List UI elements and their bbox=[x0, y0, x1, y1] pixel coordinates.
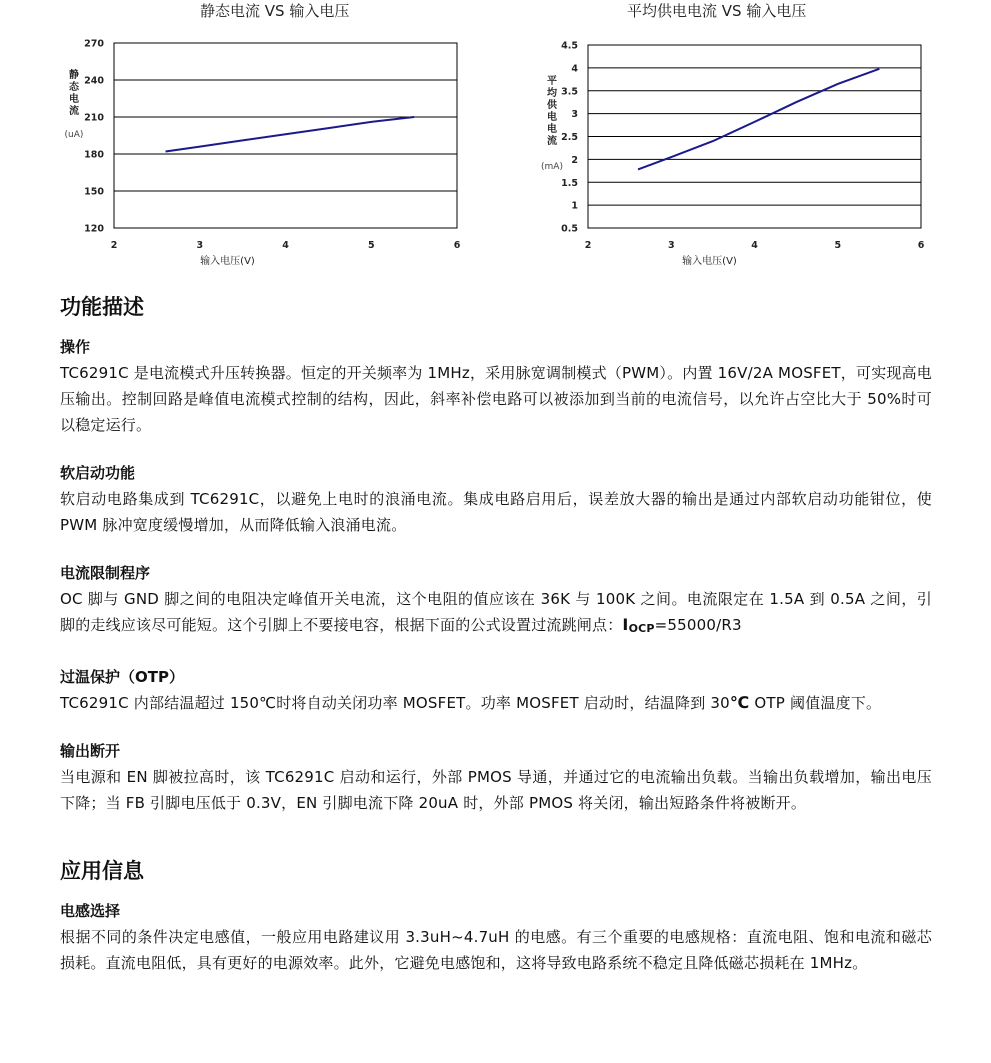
x-axis-label: 输入电压(V) bbox=[682, 256, 737, 267]
chart-svg bbox=[500, 0, 991, 280]
chart-title: 静态电流 VS 输入电压 bbox=[200, 2, 350, 20]
formula-rest: =55000/R3 bbox=[654, 616, 742, 634]
paragraph-text: OC 脚与 GND 脚之间的电阻决定峰值开关电流，这个电阻的值应该在 36K 与 100K 之间。电流限定在 1.5A 到 0.5A 之间，引脚的走线应该尽可能短。这个引脚上不要接电容，根据下面的公式设置过流跳闸点： bbox=[60, 590, 932, 634]
y-axis-label-char: 电 bbox=[547, 112, 557, 123]
y-axis-label-char: 流 bbox=[547, 136, 557, 147]
subsection-title: 软启动功能 bbox=[60, 464, 136, 482]
y-tick-label: 180 bbox=[84, 149, 104, 161]
y-tick-label: 1.5 bbox=[561, 177, 578, 189]
section-title-application: 应用信息 bbox=[60, 859, 144, 883]
subsection-title: 过温保护（OTP） bbox=[60, 668, 184, 686]
x-tick-label: 5 bbox=[367, 240, 375, 251]
x-tick-label: 6 bbox=[453, 240, 461, 251]
x-tick-label: 6 bbox=[917, 240, 925, 251]
chart-svg bbox=[0, 0, 500, 280]
document-body bbox=[60, 292, 932, 1000]
y-axis-label-char: 均 bbox=[547, 88, 557, 99]
section-output-disconnect bbox=[60, 740, 932, 816]
y-tick-label: 2 bbox=[571, 154, 578, 166]
plot-frame bbox=[114, 43, 457, 228]
paragraph-text: OTP 阈值温度下。 bbox=[749, 694, 882, 712]
x-tick-label: 2 bbox=[110, 240, 118, 251]
subsection-title: 操作 bbox=[60, 338, 91, 356]
y-axis-unit: (mA) bbox=[541, 162, 563, 172]
y-tick-label: 120 bbox=[84, 223, 104, 235]
subsection-title: 电感选择 bbox=[60, 902, 121, 920]
y-axis-label-char: 电 bbox=[547, 124, 557, 135]
y-tick-label: 210 bbox=[84, 112, 104, 124]
series-line bbox=[166, 117, 415, 152]
y-axis-label-char: 静 bbox=[69, 70, 79, 81]
paragraph: 根据不同的条件决定电感值，一般应用电路建议用 3.3uH~4.7uH 的电感。有三个重要的电感规格：直流电阻、饱和电流和磁芯损耗。直流电阻低，具有更好的电源效率。此外，它避免电感饱和，这将导致电路系统不稳定且降低磁芯损耗在 1MHz。 bbox=[60, 928, 932, 972]
y-axis-unit: (uA) bbox=[64, 130, 84, 140]
x-tick-label: 4 bbox=[282, 240, 289, 251]
paragraph bbox=[60, 690, 932, 716]
y-axis-label-char: 流 bbox=[69, 106, 79, 117]
x-tick-label: 2 bbox=[584, 240, 592, 251]
x-tick-label: 5 bbox=[834, 240, 842, 251]
series-line bbox=[638, 69, 879, 170]
chart-average-supply-current bbox=[500, 0, 991, 280]
y-tick-label: 4.5 bbox=[561, 40, 578, 52]
y-tick-label: 2.5 bbox=[561, 132, 578, 143]
x-tick-label: 3 bbox=[667, 240, 675, 251]
paragraph: 软启动电路集成到 TC6291C，以避免上电时的浪涌电流。集成电路启用后，误差放大器的输出是通过内部软启动功能钳位，使 PWM 脉冲宽度缓慢增加，从而降低输入浪涌电流。 bbox=[60, 490, 932, 534]
x-tick-label: 4 bbox=[751, 240, 758, 251]
degree-symbol: ℃ bbox=[729, 693, 750, 712]
x-axis-label: 输入电压(V) bbox=[200, 256, 255, 267]
subsection-title: 电流限制程序 bbox=[60, 564, 151, 582]
section-current-limit bbox=[60, 562, 932, 642]
y-axis-label-char: 态 bbox=[69, 82, 79, 93]
y-axis-label-char: 电 bbox=[69, 94, 79, 105]
y-tick-label: 0.5 bbox=[561, 223, 578, 235]
formula-symbol: I bbox=[622, 615, 629, 634]
subsection-title: 输出断开 bbox=[60, 742, 121, 760]
y-tick-label: 270 bbox=[84, 38, 104, 50]
paragraph bbox=[60, 586, 932, 642]
section-operation bbox=[60, 336, 932, 438]
section-title-function: 功能描述 bbox=[60, 295, 144, 319]
x-tick-label: 3 bbox=[196, 240, 204, 251]
section-inductor bbox=[60, 900, 932, 976]
y-tick-label: 4 bbox=[571, 63, 578, 75]
y-tick-label: 3.5 bbox=[561, 86, 578, 98]
y-tick-label: 3 bbox=[571, 109, 578, 121]
section-soft-start bbox=[60, 462, 932, 538]
paragraph-text: TC6291C 内部结温超过 150℃时将自动关闭功率 MOSFET。功率 MOSFET 启动时，结温降到 30 bbox=[60, 694, 730, 712]
y-tick-label: 150 bbox=[84, 186, 104, 198]
paragraph: 当电源和 EN 脚被拉高时，该 TC6291C 启动和运行，外部 PMOS 导通，并通过它的电流输出负载。当输出负载增加，输出电压下降；当 FB 引脚电压低于 0.3V，EN 引脚电流下降 20uA 时，外部 PMOS 将关闭，输出短路条件将被断开。 bbox=[60, 768, 932, 812]
y-tick-label: 1 bbox=[571, 200, 578, 212]
y-axis-label-char: 平 bbox=[547, 76, 557, 87]
formula-subscript: OCP bbox=[628, 622, 655, 635]
chart-title: 平均供电电流 VS 输入电压 bbox=[627, 2, 807, 20]
paragraph: TC6291C 是电流模式升压转换器。恒定的开关频率为 1MHz，采用脉宽调制模式（PWM）。内置 16V/2A MOSFET，可实现高电压输出。控制回路是峰值电流模式控制的结构，因此，斜率补偿电路可以被添加到当前的电流信号，以允许占空比大于 50%时可以稳定运行。 bbox=[60, 364, 932, 434]
section-otp bbox=[60, 666, 932, 716]
y-tick-label: 240 bbox=[84, 75, 104, 87]
y-axis-label-char: 供 bbox=[547, 100, 557, 111]
chart-quiescent-current bbox=[0, 0, 500, 280]
